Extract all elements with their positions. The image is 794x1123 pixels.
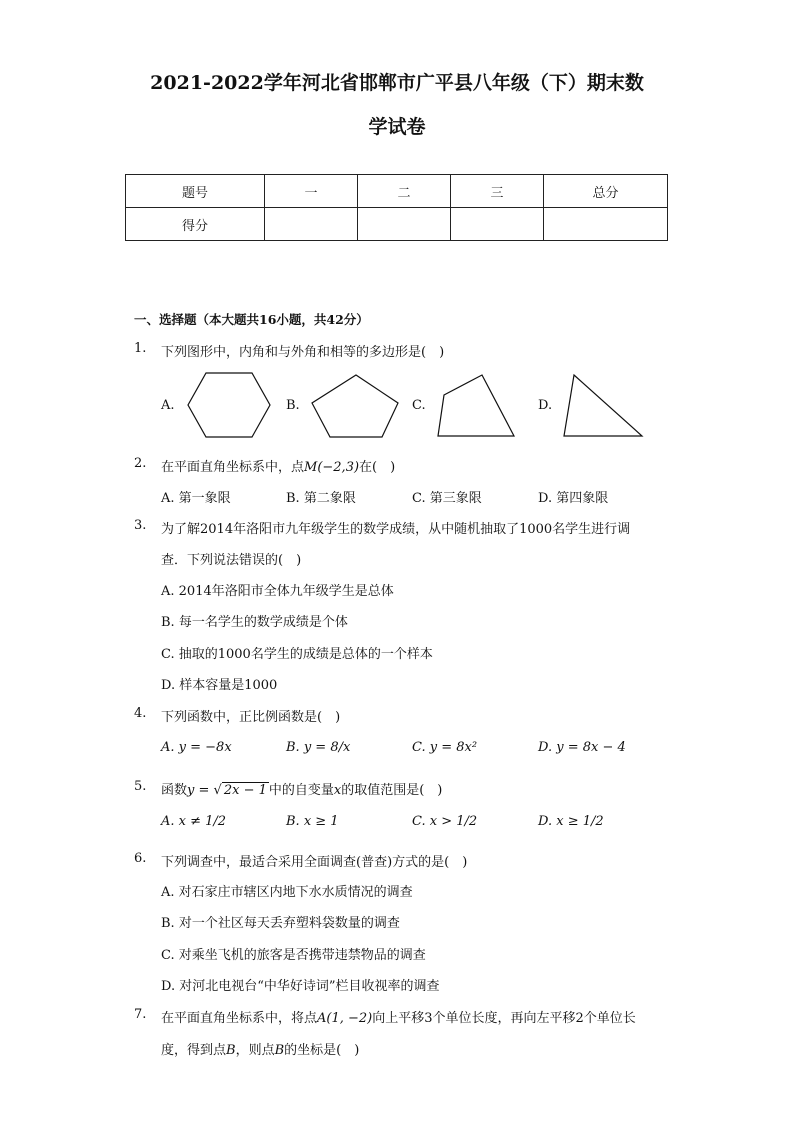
question-text-part: 中的自变量 (268, 783, 334, 798)
score-cell[interactable] (451, 208, 544, 241)
option-c[interactable]: C. x > 1/2 (412, 814, 478, 829)
question-text-part: 的坐标是( ) (284, 1043, 360, 1058)
option-d[interactable]: D. 第四象限 (538, 491, 609, 506)
table-header-cell: 题号 (126, 175, 265, 208)
section-heading: 一、选择题（本大题共16小题，共42分） (134, 312, 369, 327)
option-c[interactable]: C. 抽取的1000名学生的成绩是总体的一个样本 (161, 647, 433, 662)
option-a[interactable]: A. 对石家庄市辖区内地下水水质情况的调查 (161, 885, 413, 900)
table-header-cell: 二 (358, 175, 451, 208)
option-d[interactable]: D. x ≥ 1/2 (538, 814, 604, 829)
option-a[interactable]: A. 第一象限 (161, 491, 231, 506)
question-text: 下列图形中，内角和与外角和相等的多边形是( ) (161, 345, 445, 360)
pentagon-figure (310, 373, 400, 439)
option-d[interactable]: D. 样本容量是1000 (161, 678, 278, 693)
option-d[interactable]: D. y = 8x − 4 (538, 740, 626, 755)
question-text (161, 1007, 636, 1026)
option-d[interactable]: D. 对河北电视台“中华好诗词”栏目收视率的调查 (161, 979, 440, 994)
question-text-part: 在平面直角坐标系中，将点 (161, 1011, 318, 1026)
question-number: 1. (134, 341, 147, 356)
score-cell[interactable] (358, 208, 451, 241)
question-text (161, 779, 442, 798)
option-a[interactable]: A. 2014年洛阳市全体九年级学生是总体 (161, 584, 394, 599)
question-number: 2. (134, 456, 147, 471)
math-variable: x (333, 783, 342, 798)
option-b[interactable]: B. 对一个社区每天丢弃塑料袋数量的调查 (161, 916, 400, 931)
question-text: 下列调查中，最适合采用全面调查(普查)方式的是( ) (161, 855, 468, 870)
option-label[interactable]: C. (412, 398, 426, 413)
triangle-figure (562, 373, 644, 439)
question-text: 下列函数中，正比例函数是( ) (161, 710, 341, 725)
page-title: 2021-2022学年河北省邯郸市广平县八年级（下）期末数 (150, 72, 644, 94)
question-text-part: 函数 (161, 783, 188, 798)
question-text-part: 的取值范围是( ) (341, 783, 443, 798)
question-text: 为了解2014年洛阳市九年级学生的数学成绩，从中随机抽取了1000名学生进行调 (161, 522, 631, 537)
question-text-line2: 查．下列说法错误的( ) (161, 553, 302, 568)
option-a[interactable]: A. y = −8x (161, 740, 232, 755)
math-variable: B (274, 1043, 285, 1058)
option-b[interactable]: B. 每一名学生的数学成绩是个体 (161, 615, 348, 630)
option-b[interactable]: B. 第二象限 (286, 491, 356, 506)
question-number: 5. (134, 779, 147, 794)
question-number: 4. (134, 706, 147, 721)
option-c[interactable]: C. 第三象限 (412, 491, 482, 506)
option-label[interactable]: D. (538, 398, 553, 413)
score-table (125, 174, 668, 241)
math-variable: B (226, 1043, 236, 1058)
option-c[interactable]: C. y = 8x² (412, 740, 478, 755)
table-header-cell: 总分 (544, 175, 668, 208)
sqrt-sign: √ (213, 783, 222, 798)
question-number: 3. (134, 518, 147, 533)
table-header-cell: 三 (451, 175, 544, 208)
table-cell-label: 得分 (126, 208, 265, 241)
question-text-line2 (161, 1039, 359, 1058)
table-row (126, 208, 668, 241)
option-label[interactable]: B. (286, 398, 300, 413)
math-radicand: 2x − 1 (223, 783, 267, 798)
page-title-continued: 学试卷 (368, 116, 426, 138)
question-text-part: 向上平移3个单位长度，再向左平移2个单位长 (372, 1011, 636, 1026)
table-row (126, 175, 668, 208)
question-text-part: 在( ) (359, 460, 396, 475)
math-expression: A(1, −2) (317, 1011, 373, 1026)
question-number: 7. (134, 1007, 147, 1022)
table-header-cell: 一 (265, 175, 358, 208)
question-number: 6. (134, 851, 147, 866)
question-text-part: ，则点 (235, 1043, 275, 1058)
math-expression: y = (187, 783, 214, 798)
question-text-part: 在平面直角坐标系中，点 (161, 460, 305, 475)
option-b[interactable]: B. x ≥ 1 (286, 814, 339, 829)
option-b[interactable]: B. y = 8/x (286, 740, 351, 755)
hexagon-figure (186, 371, 272, 439)
option-c[interactable]: C. 对乘坐飞机的旅客是否携带违禁物品的调查 (161, 948, 426, 963)
quadrilateral-figure (436, 373, 518, 439)
score-cell[interactable] (544, 208, 668, 241)
math-expression: M(−2,3) (304, 460, 360, 475)
score-cell[interactable] (265, 208, 358, 241)
question-text (161, 456, 395, 475)
option-label[interactable]: A. (161, 398, 175, 413)
question-text-part: 度，得到点 (161, 1043, 227, 1058)
option-a[interactable]: A. x ≠ 1/2 (161, 814, 227, 829)
